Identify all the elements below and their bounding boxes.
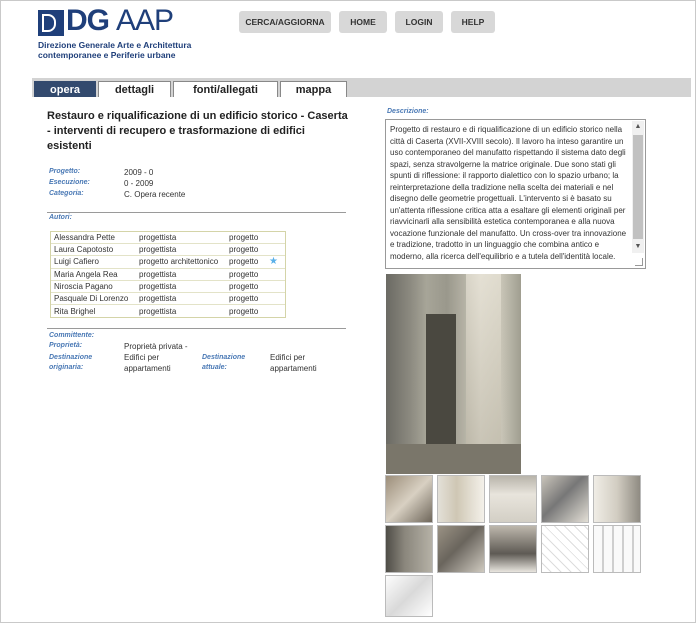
thumbnail[interactable] <box>489 475 537 523</box>
author-name[interactable]: Laura Capotosto <box>54 245 114 255</box>
dest-originaria-label-2: originaria: <box>49 364 84 371</box>
esecuzione-value: 0 - 2009 <box>124 179 154 188</box>
progetto-value: 2009 - 0 <box>124 168 154 177</box>
resize-handle-icon[interactable] <box>635 258 643 266</box>
categoria-value: C. Opera recente <box>124 190 186 199</box>
author-type: progetto <box>229 281 259 291</box>
tab-dettagli[interactable]: dettagli <box>98 81 171 97</box>
thumbnail[interactable] <box>385 475 433 523</box>
photo-floor <box>386 444 521 474</box>
login-button[interactable]: LOGIN <box>395 11 443 33</box>
author-type: progetto <box>229 257 259 267</box>
author-name[interactable]: Pasquale Di Lorenzo <box>54 294 129 304</box>
logo-mark-icon <box>38 10 64 36</box>
thumbnail[interactable] <box>593 475 641 523</box>
author-row <box>51 281 285 293</box>
divider <box>47 212 346 213</box>
author-row <box>51 256 285 268</box>
photo-door <box>426 314 456 464</box>
author-name[interactable]: Maria Angela Rea <box>54 269 118 279</box>
progetto-label: Progetto: <box>49 168 81 175</box>
author-type: progetto <box>229 306 259 316</box>
dgaap-logo[interactable] <box>38 4 192 60</box>
top-nav <box>239 11 495 33</box>
logo-subtitle-2: contemporanee e Periferie urbane <box>38 50 176 60</box>
thumbnail[interactable] <box>385 575 433 617</box>
dest-attuale-label: Destinazione <box>202 354 246 361</box>
author-row <box>51 269 285 281</box>
author-role: progettista <box>139 306 177 316</box>
esecuzione-label: Esecuzione: <box>49 179 90 186</box>
proprieta-value: Proprietà privata - <box>124 342 188 351</box>
dest-attuale-value: Edifici per <box>270 353 306 362</box>
descrizione-text: Progetto di restauro e di riqualificazione di un edificio storico nella città di Caserta (XVII-XVIII secolo). Il lavoro ha inteso garantire un uso contemporaneo del manufatto rispettando il sistema dato degli spazi, senza stravolgerne la matrice originale. Due sono stati gli spunti di riflessione: il rapporto dialettico con lo spazio urbano; la reinterpretazione della tradizione nella scelta dei materiali e nel disegno delle geometrie progettuali. L'intervento si è basato su un'attenta riflessione critica atta a esaltare gli elementi originali per riavvicinarli alla sensibilità estetica contemporanea e alla nuova vocazione funzionale del manufatto. Un cross-over tra innovazione e tradizione, tradotto in un linguaggio che combina antico e moderno, alla ricerca dell'equilibrio e a tutela dell'identità locale. <box>390 125 627 261</box>
authors-table <box>50 231 286 318</box>
author-role: progetto architettonico <box>139 257 219 267</box>
author-row <box>51 305 285 317</box>
author-role: progettista <box>139 233 177 243</box>
star-icon[interactable]: ★ <box>269 256 278 268</box>
author-role: progettista <box>139 269 177 279</box>
descrizione-textarea[interactable] <box>385 119 646 269</box>
author-role: progettista <box>139 294 177 304</box>
scroll-down-icon[interactable]: ▼ <box>634 243 642 250</box>
thumbnail[interactable] <box>541 475 589 523</box>
help-button[interactable]: HELP <box>451 11 495 33</box>
logo-dg: DG <box>66 4 109 37</box>
author-type: progetto <box>229 233 259 243</box>
proprieta-label: Proprietà: <box>49 342 83 349</box>
author-row <box>51 244 285 256</box>
author-name[interactable]: Niroscia Pagano <box>54 281 113 291</box>
tab-fonti-allegati[interactable]: fonti/allegati <box>173 81 278 97</box>
page-title: Restauro e riqualificazione di un edificio storico - Caserta - interventi di recupero e trasformazione di edifici esistenti <box>47 110 348 152</box>
dest-originaria-label: Destinazione <box>49 354 93 361</box>
author-row <box>51 232 285 244</box>
tab-mappa[interactable]: mappa <box>280 81 347 97</box>
main-photo[interactable] <box>386 274 521 474</box>
dest-originaria-value-2: appartamenti <box>124 364 171 373</box>
author-role: progettista <box>139 245 177 255</box>
author-role: progettista <box>139 281 177 291</box>
logo-subtitle-1: Direzione Generale Arte e Architettura <box>38 40 192 50</box>
descrizione-scrollbar[interactable] <box>632 121 644 253</box>
author-name[interactable]: Alessandra Pette <box>54 233 115 243</box>
author-name[interactable]: Luigi Cafiero <box>54 257 99 267</box>
thumbnail[interactable] <box>437 475 485 523</box>
committente-label: Committente: <box>49 332 95 339</box>
thumbnail[interactable] <box>541 525 589 573</box>
home-button[interactable]: HOME <box>339 11 387 33</box>
tab-bar <box>32 78 691 97</box>
categoria-label: Categoria: <box>49 190 84 197</box>
scroll-up-icon[interactable]: ▲ <box>634 123 642 130</box>
author-type: progetto <box>229 245 259 255</box>
author-type: progetto <box>229 294 259 304</box>
thumbnail[interactable] <box>385 525 433 573</box>
tab-opera[interactable]: opera <box>34 81 96 97</box>
scroll-thumb[interactable] <box>633 135 643 239</box>
author-type: progetto <box>229 269 259 279</box>
thumbnail[interactable] <box>593 525 641 573</box>
dest-originaria-value: Edifici per <box>124 353 160 362</box>
autori-label: Autori: <box>49 214 72 221</box>
divider <box>47 328 346 329</box>
cerca-aggiorna-button[interactable]: CERCA/AGGIORNA <box>239 11 331 33</box>
logo-aap: AAP <box>116 4 174 37</box>
author-name[interactable]: Rita Brighel <box>54 306 96 316</box>
thumbnail[interactable] <box>437 525 485 573</box>
dest-attuale-value-2: appartamenti <box>270 364 317 373</box>
dest-attuale-label-2: attuale: <box>202 364 227 371</box>
descrizione-label: Descrizione: <box>387 108 429 115</box>
thumbnail[interactable] <box>489 525 537 573</box>
author-row <box>51 293 285 305</box>
